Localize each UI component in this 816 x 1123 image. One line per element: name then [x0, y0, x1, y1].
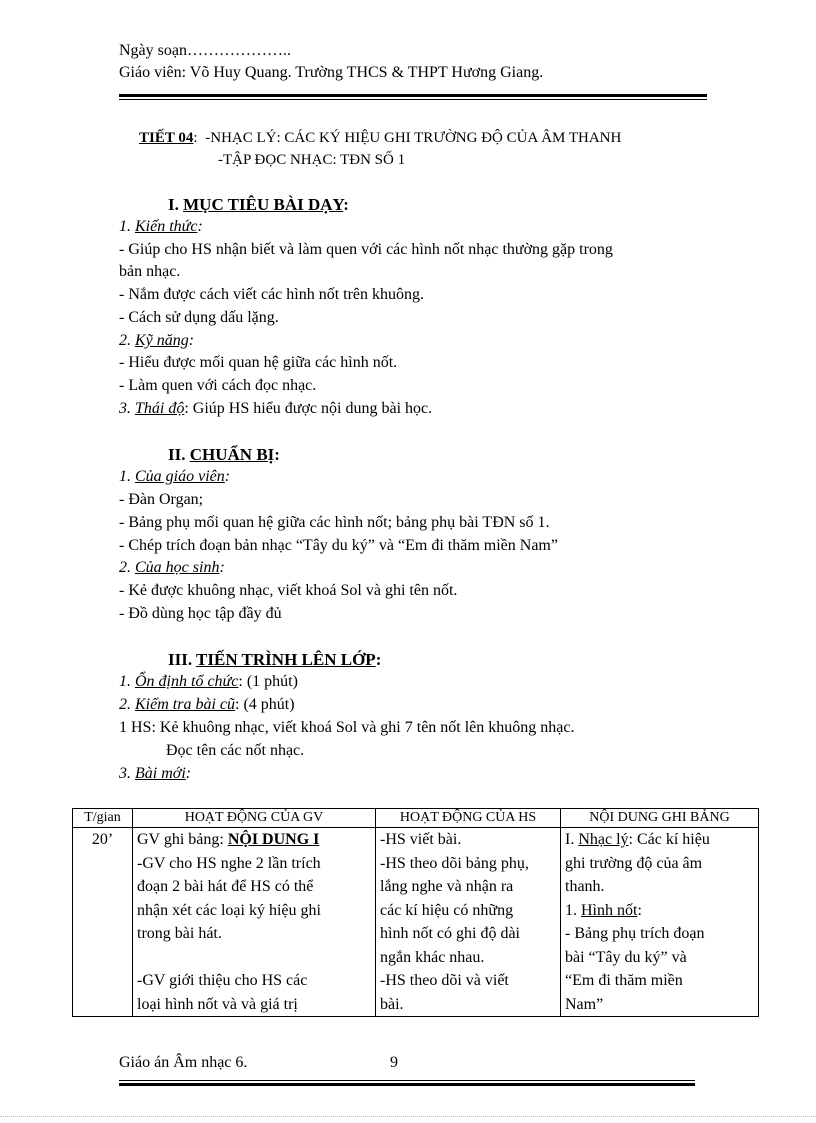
- table-row: [73, 828, 759, 1017]
- stabilize-line: [119, 671, 298, 692]
- student-prep-colon: :: [219, 559, 225, 576]
- student-prep-num: 2.: [119, 559, 135, 576]
- knowledge-num: 1.: [119, 218, 135, 235]
- teacher-prep-heading: [119, 466, 230, 487]
- teacher-prep-line-2: - Bảng phụ mối quan hệ giữa các hình nốt; bảng phụ bài TĐN số 1.: [119, 514, 550, 531]
- section-1-suffix: :: [343, 195, 349, 214]
- new-lesson-colon: :: [185, 765, 192, 782]
- check-num: 2.: [119, 696, 135, 713]
- nd-line-6: bài “Tây du ký” và: [565, 948, 687, 966]
- board-content-cell: [561, 828, 759, 1017]
- section-2-suffix: :: [274, 445, 280, 464]
- check-title: Kiểm tra bài cũ: [135, 696, 235, 713]
- table-header-row: [73, 809, 759, 828]
- hs-line-7: -HS theo dõi và viết: [380, 972, 509, 989]
- teacher-line: Giáo viên: Võ Huy Quang. Trường THCS & THPT Hương Giang.: [119, 64, 544, 81]
- hs-line-5: hình nốt có ghi độ dài: [380, 925, 520, 942]
- gv-gap: [137, 946, 371, 970]
- student-prep-line-1: - Kẻ được khuông nhạc, viết khoá Sol và ghi tên nốt.: [119, 582, 458, 599]
- prep-date-line: Ngày soạn………………..: [119, 42, 291, 59]
- footer-rule-thin: [119, 1080, 695, 1081]
- header-time: T/gian: [73, 809, 133, 828]
- nd-line-1: [565, 828, 754, 852]
- lesson-label: TIẾT 04: [139, 130, 194, 146]
- nd-line-3: thanh.: [565, 878, 605, 895]
- student-prep-title: Của học sinh: [135, 559, 220, 576]
- gv-intro-text: GV ghi bảng:: [137, 831, 228, 848]
- nd-l4-underlined: Hình nốt: [581, 901, 638, 919]
- attitude-title: Thái độ: [135, 400, 185, 417]
- gv-line-6: loại hình nốt và và giá trị: [137, 995, 298, 1013]
- skill-title: Kỹ năng: [135, 332, 189, 349]
- gv-intro-bold: NỘI DUNG I: [227, 831, 320, 848]
- nd-l4-pre: 1.: [565, 901, 581, 919]
- gv-line-3: nhận xét các loại ký hiệu ghi: [137, 901, 321, 919]
- check-line-1: 1 HS: Kẻ khuông nhạc, viết khoá Sol và ghi 7 tên nốt lên khuông nhạc.: [119, 719, 575, 736]
- section-2-title: CHUẨN BỊ: [189, 445, 275, 464]
- hs-line-4: các kí hiệu có những: [380, 901, 514, 919]
- footer-label: Giáo án Âm nhạc 6.: [119, 1054, 248, 1071]
- nd-l1-post: : Các kí hiệu: [628, 831, 710, 848]
- knowledge-line-3: - Nắm được cách viết các hình nốt trên khuông.: [119, 286, 425, 303]
- stabilize-num: 1.: [119, 673, 135, 690]
- nd-l4-post: :: [637, 901, 642, 919]
- knowledge-heading: [119, 216, 203, 237]
- gv-line-5: -GV giới thiệu cho HS các: [137, 972, 308, 989]
- attitude-num: 3.: [119, 400, 135, 417]
- teacher-prep-line-1: - Đàn Organ;: [119, 491, 204, 508]
- hs-line-2: -HS theo dõi bảng phụ,: [380, 854, 529, 872]
- check-line: [119, 694, 295, 715]
- knowledge-line-4: - Cách sử dụng dấu lặng.: [119, 309, 279, 326]
- skill-line-1: - Hiểu được mối quan hệ giữa các hình nốt.: [119, 354, 398, 371]
- student-prep-heading: [119, 557, 225, 578]
- gv-line-4: trong bài hát.: [137, 925, 222, 942]
- nd-l1-pre: I.: [565, 831, 579, 848]
- lesson-activity-table: [72, 808, 759, 1017]
- section-1-title: MỤC TIÊU BÀI DẠY: [183, 195, 344, 214]
- lesson-title-2: -TẬP ĐỌC NHẠC: TĐN SỐ 1: [218, 152, 406, 168]
- knowledge-line-1: - Giúp cho HS nhận biết và làm quen với các hình nốt nhạc thường gặp trong: [119, 241, 613, 258]
- teacher-prep-colon: :: [224, 468, 231, 485]
- section-3-prefix: III.: [168, 650, 197, 669]
- time-value: 20’: [91, 831, 114, 848]
- nd-line-2: ghi trường độ của âm: [565, 854, 703, 872]
- attitude-rest: : Giúp HS hiểu được nội dung bài học.: [184, 400, 433, 417]
- section-3-heading: [168, 649, 381, 670]
- check-rest: : (4 phút): [235, 696, 295, 713]
- gv-line-2: đoạn 2 bài hát để HS có thể: [137, 878, 314, 895]
- lesson-title-line-1: [139, 128, 621, 149]
- nd-line-7: “Em đi thăm miền: [565, 972, 683, 989]
- page-edge-dotted: [0, 1116, 816, 1117]
- knowledge-colon: :: [197, 218, 203, 235]
- nd-line-4: [565, 899, 754, 923]
- section-3-title: TIẾN TRÌNH LÊN LỚP: [196, 650, 376, 669]
- nd-l1-underlined: Nhạc lý: [578, 831, 629, 848]
- new-lesson-title: Bài mới: [135, 765, 186, 782]
- section-1-prefix: I.: [168, 195, 184, 214]
- header-teacher-activity: HOẠT ĐỘNG CỦA GV: [133, 809, 376, 828]
- check-line-2: Đọc tên các nốt nhạc.: [166, 742, 305, 759]
- gv-line-1: -GV cho HS nghe 2 lần trích: [137, 854, 321, 872]
- knowledge-title: Kiến thức: [135, 218, 198, 235]
- header-rule-thick: [119, 94, 707, 97]
- knowledge-line-2: bản nhạc.: [119, 263, 181, 280]
- time-cell: [73, 828, 133, 1017]
- stabilize-title: Ổn định tổ chức: [135, 673, 239, 690]
- attitude-line: [119, 398, 432, 419]
- teacher-activity-cell: [133, 828, 376, 1017]
- section-2-prefix: II.: [168, 445, 190, 464]
- header-board-content: NỘI DUNG GHI BẢNG: [561, 809, 759, 828]
- page-number: 9: [390, 1054, 398, 1071]
- hs-line-6: ngắn khác nhau.: [380, 948, 485, 966]
- section-1-heading: [168, 194, 349, 215]
- teacher-prep-num: 1.: [119, 468, 135, 485]
- skill-heading: [119, 330, 194, 351]
- header-student-activity: HOẠT ĐỘNG CỦA HS: [376, 809, 561, 828]
- stabilize-rest: : (1 phút): [238, 673, 298, 690]
- student-prep-line-2: - Đồ dùng học tập đầy đủ: [119, 605, 282, 622]
- teacher-prep-line-3: - Chép trích đoạn bản nhạc “Tây du ký” và “Em đi thăm miền Nam”: [119, 537, 558, 554]
- teacher-prep-title: Của giáo viên: [135, 468, 225, 485]
- section-2-heading: [168, 444, 280, 465]
- nd-line-5: - Bảng phụ trích đoạn: [565, 925, 705, 942]
- skill-colon: :: [188, 332, 195, 349]
- footer-rule-thick: [119, 1083, 695, 1086]
- gv-intro: [137, 828, 371, 852]
- lesson-title-1: -NHẠC LÝ: CÁC KÝ HIỆU GHI TRƯỜNG ĐỘ CỦA ÂM THANH: [205, 130, 622, 146]
- hs-line-8: bài.: [380, 995, 404, 1013]
- lesson-label-colon: :: [193, 130, 198, 146]
- hs-line-1: -HS viết bài.: [380, 831, 462, 848]
- header-rule-thin: [119, 99, 707, 100]
- section-3-suffix: :: [375, 650, 382, 669]
- skill-num: 2.: [119, 332, 135, 349]
- student-activity-cell: [376, 828, 561, 1017]
- new-lesson-num: 3.: [119, 765, 135, 782]
- skill-line-2: - Làm quen với cách đọc nhạc.: [119, 377, 317, 394]
- new-lesson-heading: [119, 763, 191, 784]
- hs-line-3: lắng nghe và nhận ra: [380, 878, 514, 895]
- nd-line-8: Nam”: [565, 995, 604, 1013]
